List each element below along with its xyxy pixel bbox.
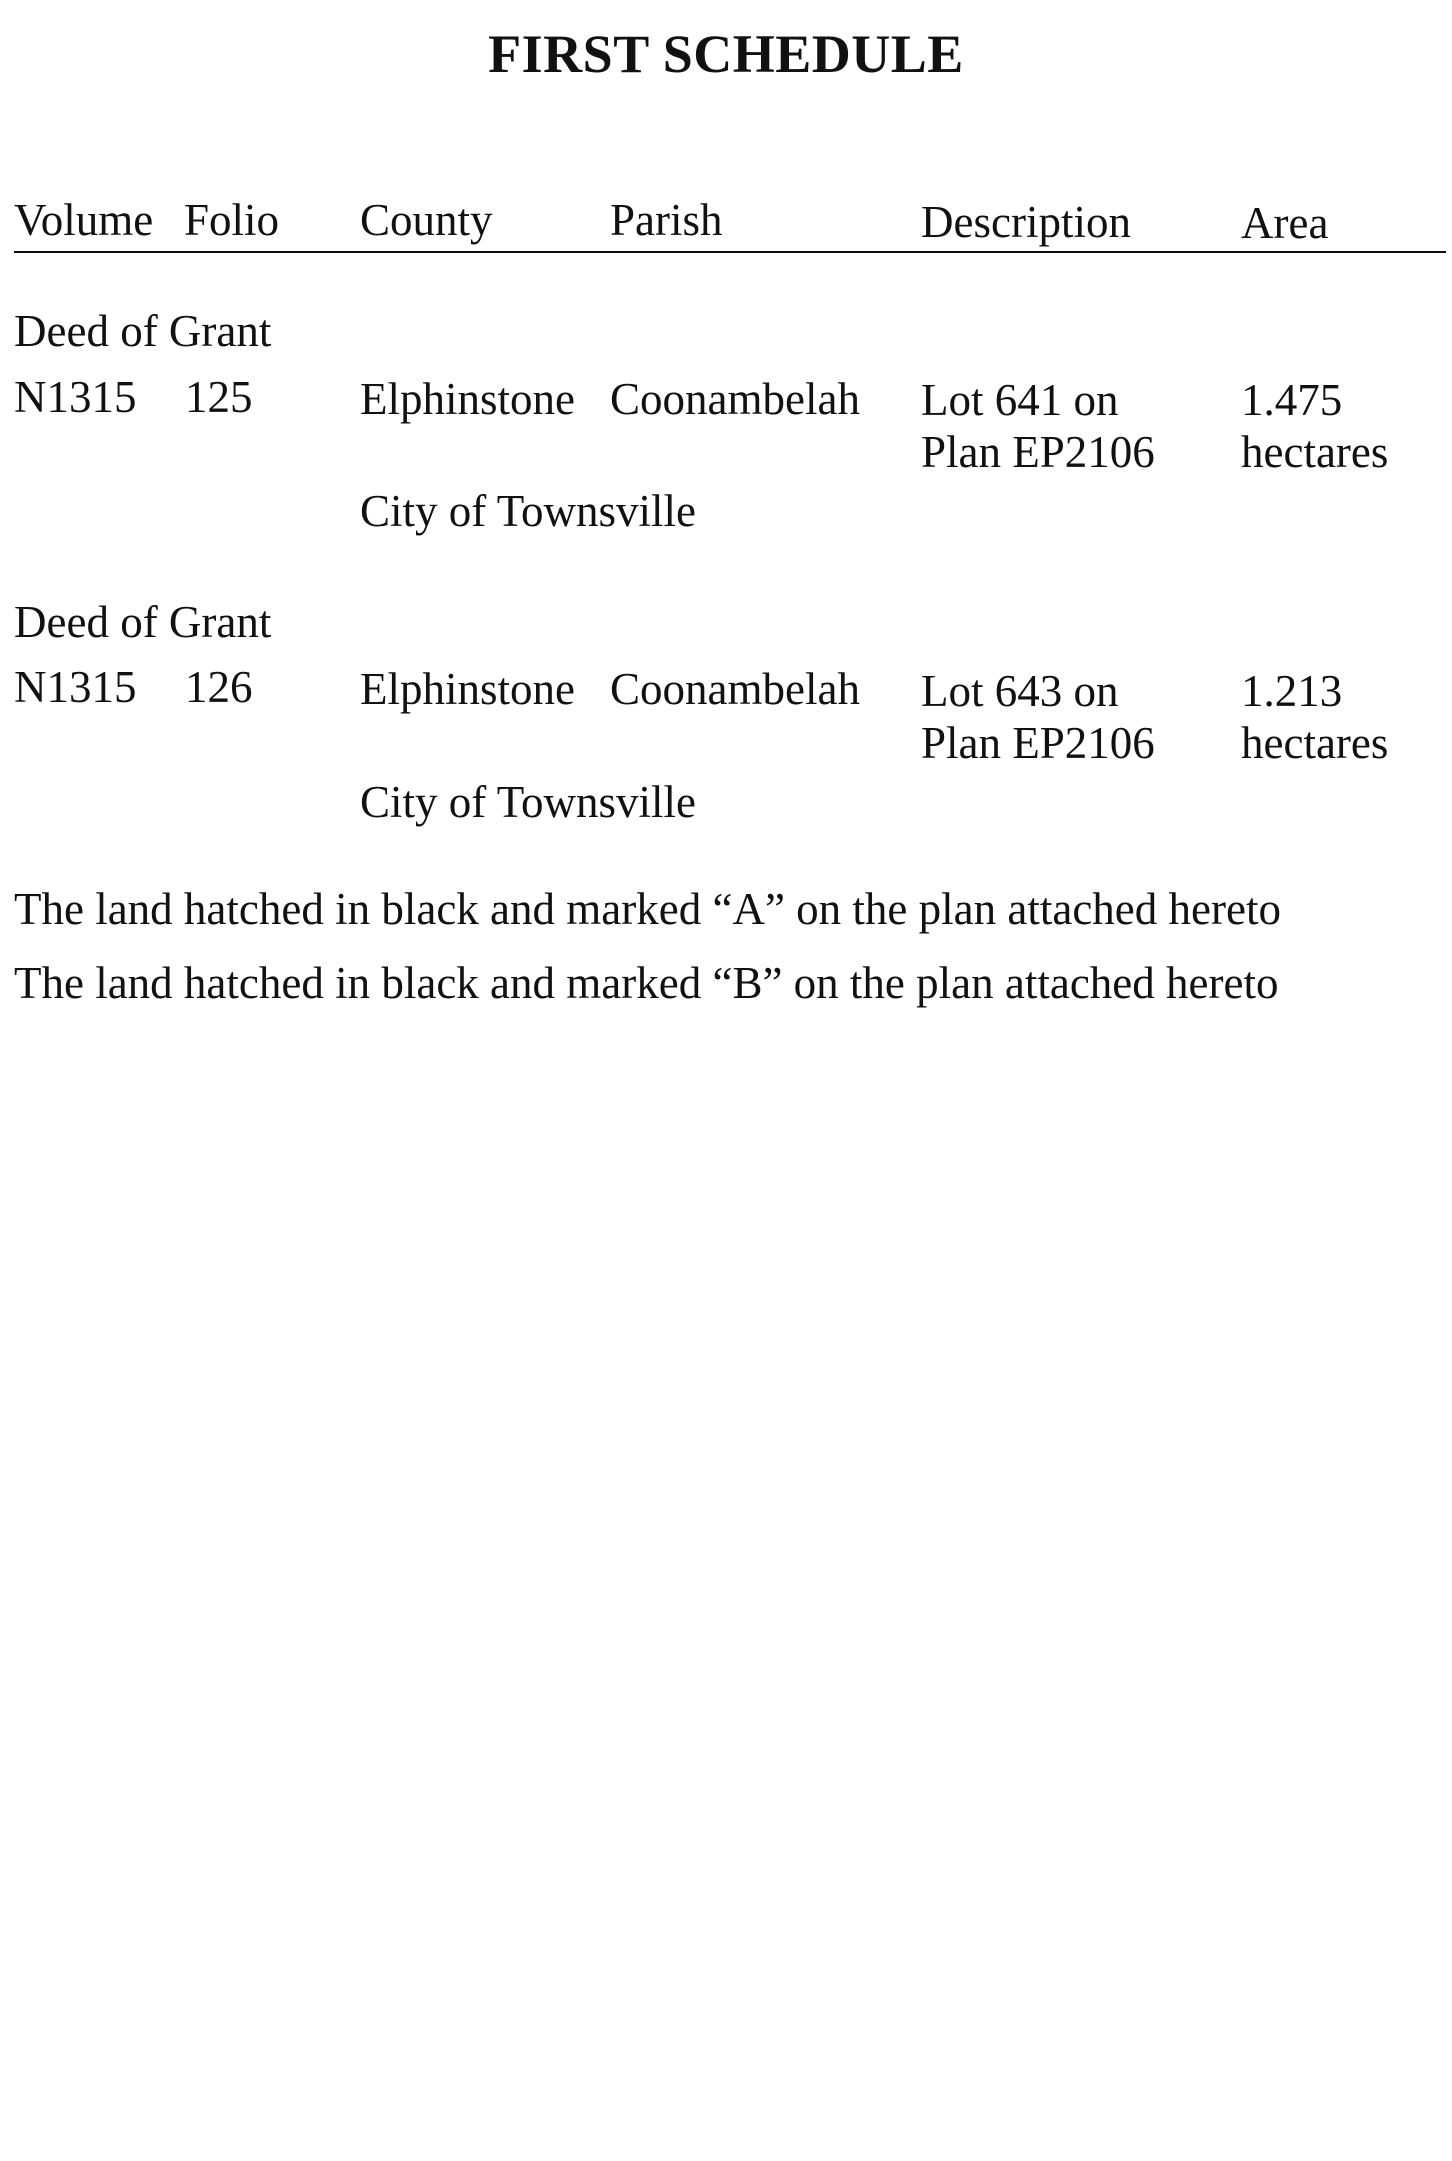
entry-1-volume: N1315 <box>14 372 137 422</box>
entry-2-parish: Coonambelah <box>610 664 860 714</box>
entry-1-description-line1: Lot 641 on <box>921 375 1119 425</box>
header-volume: Volume <box>14 195 154 245</box>
entry-1-description-line2: Plan EP2106 <box>921 427 1155 477</box>
header-area: Area <box>1241 198 1329 248</box>
entry-2-folio: 126 <box>185 662 253 712</box>
note-a: The land hatched in black and marked “A” on the plan attached hereto <box>14 884 1281 934</box>
note-b: The land hatched in black and marked “B” on the plan attached hereto <box>14 958 1279 1008</box>
header-county: County <box>360 195 493 245</box>
header-folio: Folio <box>184 195 280 245</box>
entry-2-area-value: 1.213 <box>1241 666 1343 716</box>
entry-2-locality: City of Townsville <box>360 777 697 827</box>
header-description: Description <box>921 197 1131 247</box>
entry-2-area-unit: hectares <box>1241 718 1389 768</box>
entry-2-description-line2: Plan EP2106 <box>921 718 1155 768</box>
page-title: FIRST SCHEDULE <box>488 24 964 84</box>
entry-1-area-unit: hectares <box>1241 427 1389 477</box>
entry-1-county: Elphinstone <box>360 374 575 424</box>
entry-2-description-line1: Lot 643 on <box>921 666 1119 716</box>
entry-1-area-value: 1.475 <box>1241 375 1343 425</box>
header-parish: Parish <box>610 195 723 245</box>
entry-2-county: Elphinstone <box>360 664 575 714</box>
entry-1-locality: City of Townsville <box>360 486 697 536</box>
entry-1-parish: Coonambelah <box>610 374 860 424</box>
header-rule <box>14 251 1446 253</box>
entry-2-type: Deed of Grant <box>14 597 272 647</box>
entry-1-folio: 125 <box>185 372 253 422</box>
entry-1-type: Deed of Grant <box>14 306 272 356</box>
entry-2-volume: N1315 <box>14 662 137 712</box>
